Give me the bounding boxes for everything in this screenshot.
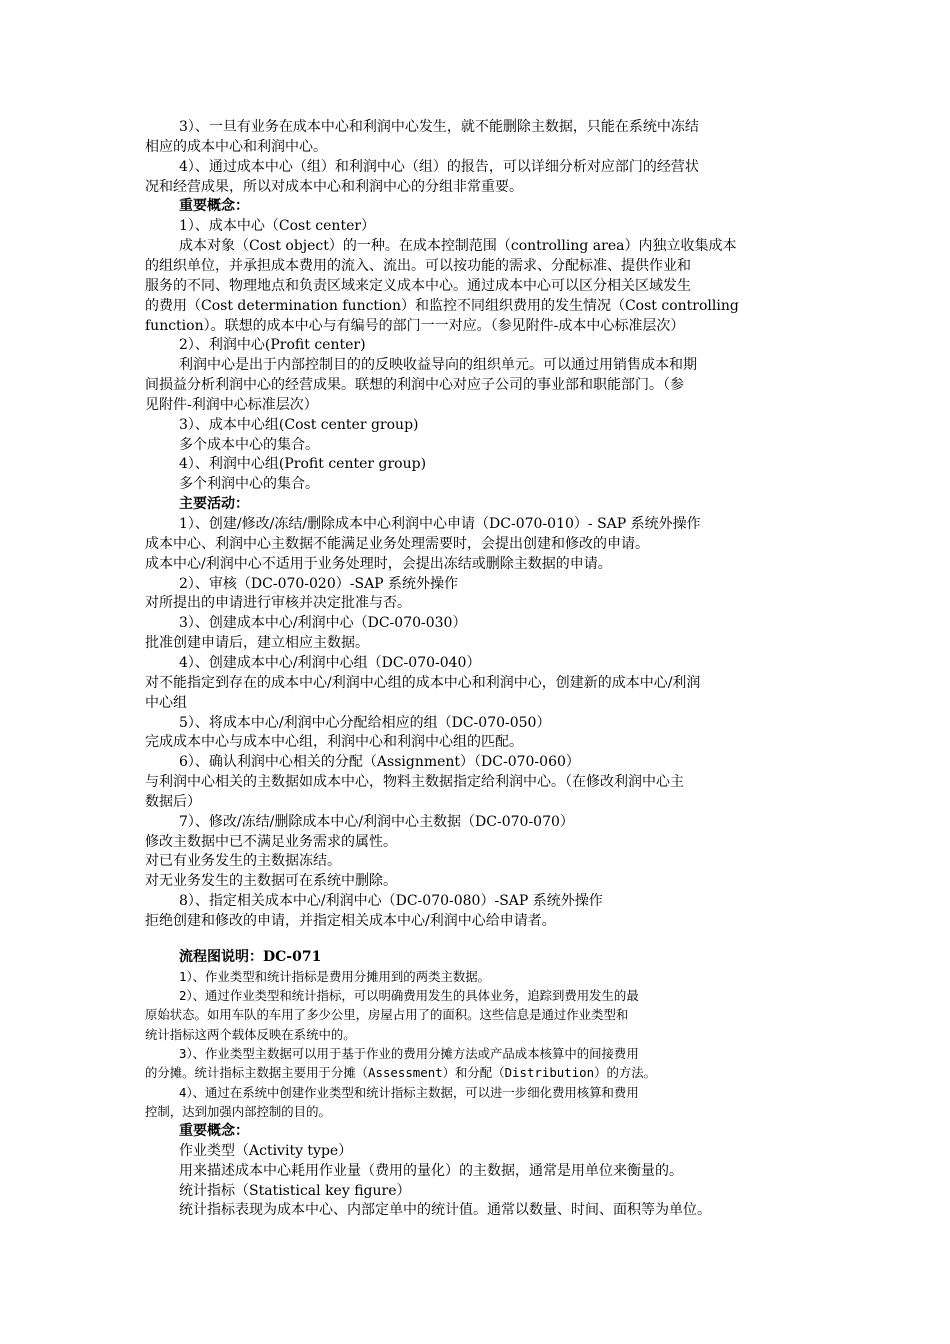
section1-line: 的组织单位，并承担成本费用的流入、流出。可以按功能的需求、分配标准、提供作业和 bbox=[145, 257, 691, 274]
section1-line: 3）、一旦有业务在成本中心和利润中心发生，就不能删除主数据，只能在系统中冻结 bbox=[179, 119, 699, 135]
section2-line: 1）、作业类型和统计指标是费用分摊用到的两类主数据。 bbox=[179, 968, 491, 984]
section1-line: 间损益分析利润中心的经营成果。联想的利润中心对应子公司的事业部和职能部门。（参 bbox=[145, 377, 684, 394]
section2-line: 统计指标表现为成本中心、内部定单中的统计值。通常以数量、时间、面积等为单位。 bbox=[179, 1202, 711, 1219]
section1-line: 8）、指定相关成本中心/利润中心（DC-070-080）-SAP 系统外操作 bbox=[179, 893, 603, 910]
section1-line: 1）、创建/修改/冻结/删除成本中心利润中心申请（DC-070-010）- SAP 系统外操作 bbox=[179, 516, 701, 532]
section2-line: 作业类型（Activity type） bbox=[179, 1143, 353, 1159]
section2-line: 原始状态。如用车队的车用了多少公里，房屋占用了的面积。这些信息是通过作业类型和 bbox=[145, 1007, 629, 1023]
section1-line: 见附件-利润中心标准层次） bbox=[145, 396, 318, 413]
section1-line: 数据后） bbox=[145, 793, 201, 810]
section1-line: 拒绝创建和修改的申请，并指定相关成本中心/利润中心给申请者。 bbox=[145, 913, 556, 929]
section1-line: 的费用（Cost determination function）和监控不同组织费用的发生情况（Cost controlling bbox=[145, 297, 739, 314]
section1-line: 成本中心、利润中心主数据不能满足业务处理需要时，会提出创建和修改的申请。 bbox=[145, 535, 649, 552]
section1-line: 利润中心是出于内部控制目的的反映收益导向的组织单元。可以通过用销售成本和期 bbox=[179, 357, 697, 374]
section1-line: 对不能指定到存在的成本中心/利润中心组的成本中心和利润中心，创建新的成本中心/利润 bbox=[145, 674, 701, 691]
section2-line: 统计指标（Statistical key figure） bbox=[179, 1182, 411, 1199]
section2-line: 控制，达到加强内部控制的目的。 bbox=[145, 1103, 331, 1119]
section1-line: 重要概念： bbox=[179, 198, 249, 215]
section2-line: 流程图说明：DC-071 bbox=[179, 949, 322, 965]
section2-line: 用来描述成本中心耗用作业量（费用的量化）的主数据，通常是用单位来衡量的。 bbox=[179, 1162, 683, 1179]
section1-line: 4）、利润中心组(Profit center group) bbox=[179, 456, 427, 473]
section2-line: 的分摊。统计指标主数据主要用于分摊（Assessment）和分配（Distribution）的方法。 bbox=[145, 1065, 657, 1081]
section1-line: 对无业务发生的主数据可在系统中删除。 bbox=[145, 873, 397, 890]
section1-line: 多个利润中心的集合。 bbox=[179, 476, 319, 493]
section1-line: 成本中心/利润中心不适用于业务处理时，会提出冻结或删除主数据的申请。 bbox=[145, 555, 612, 572]
section1-line: 修改主数据中已不满足业务需求的属性。 bbox=[145, 833, 397, 850]
section1-line: 中心组 bbox=[145, 694, 187, 711]
section1-line: 主要活动： bbox=[179, 496, 249, 513]
section2-line: 统计指标这两个载体反映在系统中的。 bbox=[145, 1026, 356, 1042]
section2-line: 2）、通过作业类型和统计指标，可以明确费用发生的具体业务，追踪到费用发生的最 bbox=[179, 988, 639, 1004]
section1-line: 成本对象（Cost object）的一种。在成本控制范围（controlling area）内独立收集成本 bbox=[179, 238, 737, 255]
section1-line: 与利润中心相关的主数据如成本中心，物料主数据指定给利润中心。（在修改利润中心主 bbox=[145, 774, 684, 791]
section1-line: 况和经营成果，所以对成本中心和利润中心的分组非常重要。 bbox=[145, 178, 523, 195]
section1-line: 对所提出的申请进行审核并决定批准与否。 bbox=[145, 595, 411, 612]
section1-line: 1）、成本中心（Cost center） bbox=[179, 218, 376, 235]
section1-line: 3）、创建成本中心/利润中心（DC-070-030） bbox=[179, 615, 467, 632]
section1-line: 7）、修改/冻结/删除成本中心/利润中心主数据（DC-070-070） bbox=[179, 813, 574, 830]
section1-line: function）。联想的成本中心与有编号的部门一一对应。（参见附件-成本中心标准层次） bbox=[145, 317, 685, 334]
section1-line: 批准创建申请后，建立相应主数据。 bbox=[145, 635, 369, 652]
section1-line: 相应的成本中心和利润中心。 bbox=[145, 138, 327, 155]
section1-line: 2）、审核（DC-070-020）-SAP 系统外操作 bbox=[179, 575, 459, 592]
section2-line: 重要概念： bbox=[179, 1123, 249, 1140]
section1-line: 对已有业务发生的主数据冻结。 bbox=[145, 853, 341, 870]
section1-line: 完成成本中心与成本中心组，利润中心和利润中心组的匹配。 bbox=[145, 734, 523, 751]
section1-line: 4）、通过成本中心（组）和利润中心（组）的报告，可以详细分析对应部门的经营状 bbox=[179, 158, 699, 175]
section2-line: 3）、作业类型主数据可以用于基于作业的费用分摊方法或产品成本核算中的间接费用 bbox=[179, 1046, 639, 1061]
section2-line: 4）、通过在系统中创建作业类型和统计指标主数据，可以进一步细化费用核算和费用 bbox=[179, 1084, 639, 1100]
section1-line: 3）、成本中心组(Cost center group) bbox=[179, 416, 419, 433]
section1-line: 2）、利润中心(Profit center) bbox=[179, 337, 366, 354]
section1-line: 多个成本中心的集合。 bbox=[179, 436, 319, 453]
section1-line: 5）、将成本中心/利润中心分配给相应的组（DC-070-050） bbox=[179, 714, 551, 731]
section1-line: 6）、确认利润中心相关的分配（Assignment）（DC-070-060） bbox=[179, 754, 580, 771]
section1-line: 服务的不同、物理地点和负责区域来定义成本中心。通过成本中心可以区分相关区域发生 bbox=[145, 277, 691, 294]
section1-line: 4）、创建成本中心/利润中心组（DC-070-040） bbox=[179, 654, 481, 671]
